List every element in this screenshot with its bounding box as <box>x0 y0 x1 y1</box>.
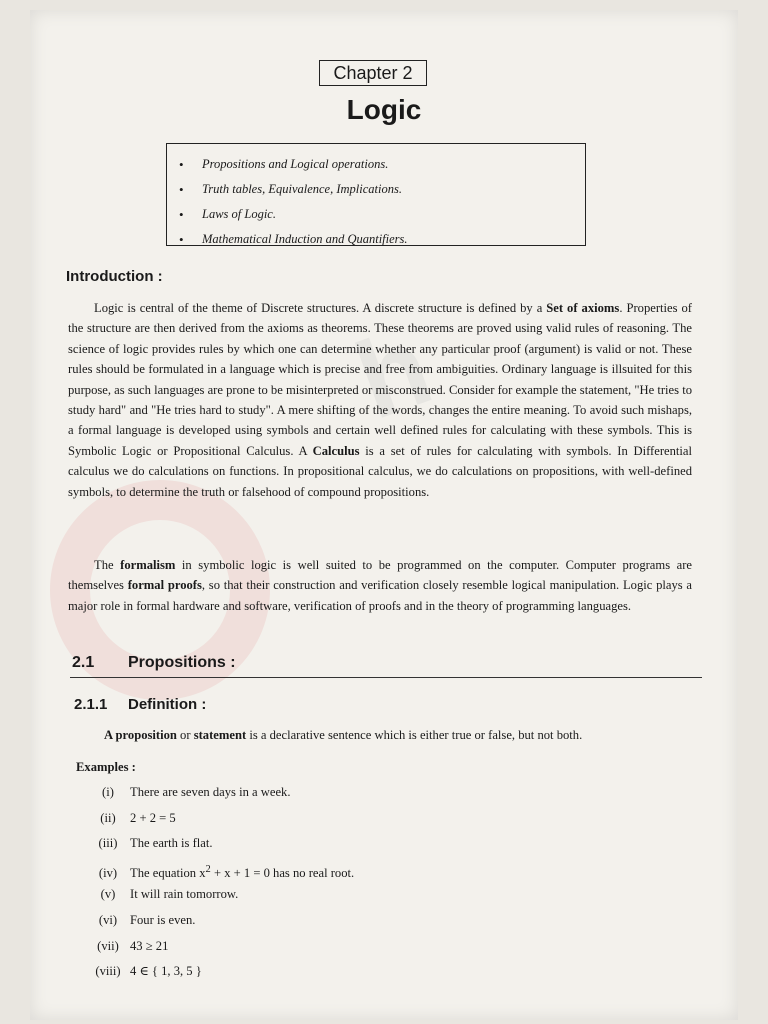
example-numeral: (i) <box>102 785 114 799</box>
text-run: The <box>94 558 121 572</box>
example-text: 4 ∈ { 1, 3, 5 } <box>130 964 202 979</box>
example-text: It will rain tomorrow. <box>130 887 239 902</box>
definition-text <box>104 728 582 743</box>
example-text: 43 ≥ 21 <box>130 938 169 953</box>
topic-item: • Propositions and Logical operations. <box>175 152 585 177</box>
introduction-paragraph-1 <box>68 298 692 502</box>
bold-term: formal proofs <box>127 578 202 593</box>
example-text: + x + 1 = 0 has no real root. <box>210 865 355 880</box>
bold-term: formalism <box>120 558 176 572</box>
bold-term: A proposition <box>104 728 177 742</box>
example-numeral: (iv) <box>98 865 118 880</box>
text-run: is a set of rules for calculating with symbols. In Differential calculus we do calculations on functions. In propositional calculus, we do calculations on propositions, with well-defined symbols, to determine the truth or falsehood of compound propositions. <box>68 443 692 499</box>
example-item <box>86 882 354 908</box>
example-numeral: (viii) <box>95 964 121 979</box>
text-run: is a declarative sentence which is either true or false, but not both. <box>246 728 583 742</box>
text-run: in symbolic logic is well suited to be programmed on the computer. Computer programs are themselves <box>68 558 693 593</box>
text-run: Logic is central of the theme of Discrete structures. A discrete structure is defined by a <box>94 301 547 315</box>
example-item <box>86 806 354 832</box>
text-run: . Properties of the structure are then derived from the axioms as theorems. These theorems are proved using valid rules of reasoning. The science of logic provides rules by which one can determine whether any particular proof (argument) is valid or not. These rules should be formulated in a language which is precise and free from ambiguities. Ordinary language is illsuited for this purpose, as such languages are prone to be misinterpreted or misconstrued. Consider for example the statement, "He tries to study hard" and "He tries hard to study". A mere shifting of the words, changes the entire meaning. To avoid such mishaps, a formal language is developed using symbols and certain well defined rules for calculating with these symbols. This is Symbolic Logic or Propositional Calculus. A <box>68 301 693 458</box>
bold-term: statement <box>193 728 247 742</box>
subsection-number: 2.1.1 <box>74 696 108 713</box>
example-item <box>86 959 354 985</box>
topics-list <box>175 152 585 252</box>
introduction-paragraph-2 <box>68 555 692 616</box>
example-item <box>86 908 354 934</box>
topic-item: • Laws of Logic. <box>175 202 585 227</box>
bold-term: Calculus <box>312 443 360 458</box>
example-text: There are seven days in a week. <box>130 785 291 799</box>
section-rule <box>70 677 702 678</box>
introduction-heading: Introduction : <box>66 268 163 285</box>
section-number: 2.1 <box>72 654 95 671</box>
exponent: 2 <box>205 863 211 875</box>
bold-term: Set of axioms <box>546 301 620 315</box>
example-numeral: (ii) <box>100 810 116 825</box>
example-numeral: (vii) <box>97 938 119 953</box>
subsection-heading <box>74 696 206 713</box>
topic-item: • Mathematical Induction and Quantifiers. <box>175 227 585 252</box>
example-numeral: (vi) <box>98 912 118 927</box>
chapter-label: Chapter 2 <box>319 60 427 86</box>
examples-heading: Examples : <box>76 760 136 774</box>
example-item <box>86 831 354 857</box>
example-numeral: (iii) <box>98 836 118 851</box>
example-text: 2 + 2 = 5 <box>130 810 176 825</box>
text-run: , so that their construction and verification closely resemble logical manipulation. Logic plays a major role in formal hardware and software, verification of proofs and in the theory of programming languages. <box>68 578 693 613</box>
example-item <box>86 857 354 883</box>
example-text: The earth is flat. <box>130 836 213 851</box>
section-title: Propositions : <box>128 654 236 671</box>
topics-box <box>166 143 586 246</box>
chapter-title: Logic <box>346 94 422 125</box>
watermark-text: h <box>340 304 447 443</box>
topic-item: • Truth tables, Equivalence, Implications. <box>175 177 585 202</box>
text-run: or <box>176 728 194 742</box>
subsection-title: Definition : <box>128 696 207 713</box>
example-item <box>86 780 354 806</box>
section-heading <box>72 654 236 672</box>
example-numeral: (v) <box>100 887 116 902</box>
examples-list <box>86 780 354 985</box>
example-item <box>86 934 354 960</box>
example-text: The equation x <box>130 865 206 880</box>
example-text: Four is even. <box>130 912 196 927</box>
